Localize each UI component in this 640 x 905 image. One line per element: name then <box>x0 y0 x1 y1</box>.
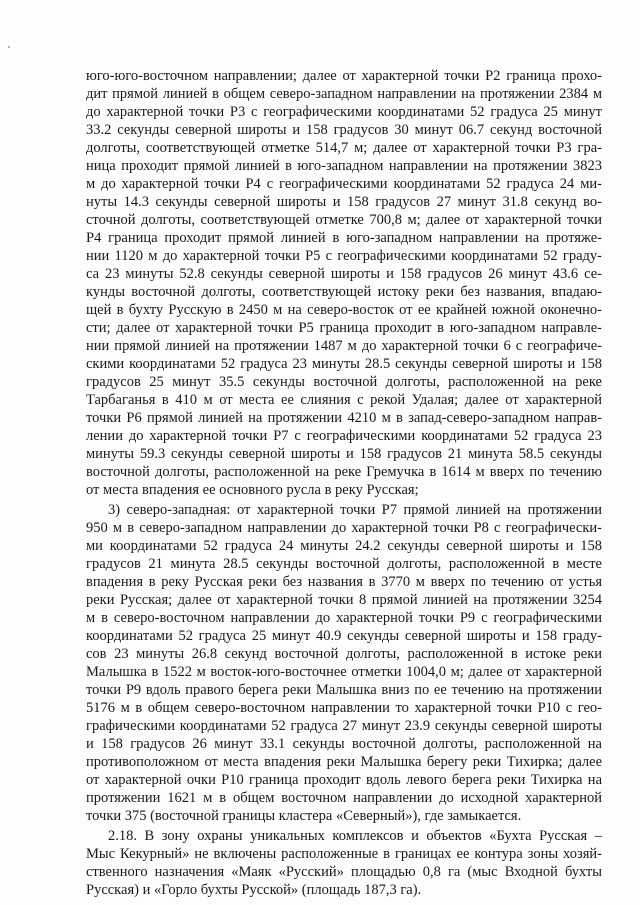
text-line: 950 м в северо-западном направлении до характерной точки Р8 с географически- <box>86 520 602 536</box>
text-line: градусов 25 минут 35.5 секунды восточной долготы, расположенной на реке <box>86 374 602 390</box>
text-line: лении до характерной точки Р7 с географическими координатами 52 градуса 23 <box>86 428 602 444</box>
text-line: до характерной точки Р3 с географическими координатами 52 градуса 25 минут <box>86 104 602 120</box>
text-line: точки 375 (восточной границы кластера «Северный»), где замыкается. <box>86 808 522 824</box>
text-line: Тарбаганья в 410 м от места ее слияния с рекой Удалая; далее от характерной <box>86 392 602 408</box>
text-line: ми координатами 52 градуса 24 минуты 24.2 секунды северной широты и 158 <box>86 538 602 554</box>
text-line: реки Русская; далее от характерной точки 8 прямой линией на протяжении 3254 <box>86 592 602 608</box>
text-line: м в северо-восточном направлении до характерной точки Р9 с географическими <box>86 610 602 626</box>
text-line: точки Р9 вдоль правого берега реки Малышка вниз по ее течению на протяжении <box>86 682 602 698</box>
text-line: са 23 минуты 52.8 секунды северной широты и 158 градусов 26 минут 43.6 се- <box>86 266 602 282</box>
text-line: скими координатами 52 градуса 23 минуты 28.5 секунды северной широты и 158 <box>86 356 602 372</box>
text-line: координатами 52 градуса 25 минут 40.9 секунды северной широты и 158 граду- <box>86 628 602 644</box>
text-line: минуты 59.3 секунды северной широты и 158 градусов 21 минута 58.5 секунды <box>86 446 602 462</box>
text-line: 2.18. В зону охраны уникальных комплексов и объектов «Бухта Русская – <box>108 828 602 844</box>
text-line: Мыс Кекурный» не включены расположенные в границах ее контура зоны хозяй- <box>86 846 602 862</box>
text-line: нии прямой линией на протяжении 1487 м до характерной точки 6 с географиче- <box>86 338 602 354</box>
text-line: градусов 21 минута 28.5 секунды восточной долготы, расположенной в месте <box>86 556 602 572</box>
scan-speck <box>8 46 10 48</box>
text-line: м до характерной точки Р4 с географическими координатами 52 градуса 24 ми- <box>86 176 602 192</box>
text-line: сточной долготы, соответствующей отметке 700,8 м; далее от характерной точки <box>86 212 602 228</box>
text-line: от характерной очки Р10 граница проходит вдоль левого берега реки Тихирка на <box>86 772 602 788</box>
text-line: протяжении 1621 м в общем восточном направлении до исходной характерной <box>86 790 602 806</box>
text-line: ница проходит прямой линией в юго-западном направлении на протяжении 3823 <box>86 158 602 174</box>
text-line: графическими координатами 52 градуса 27 минут 23.9 секунды северной широты <box>86 718 602 734</box>
text-line: долготы, соответствующей отметке 514,7 м; далее от характерной точки Р3 гра- <box>86 140 602 156</box>
text-line: Русская) и «Горло бухты Русской» (площадь 187,3 га). <box>86 882 422 898</box>
text-line: точки Р6 прямой линией на протяжении 4210 м в запад-северо-западном направ- <box>86 410 602 426</box>
text-line: нуты 14.3 секунды северной широты и 158 градусов 27 минут 31.8 секунд во- <box>86 194 602 210</box>
text-line: ственного назначения «Маяк «Русский» площадью 0,8 га (мыс Входной бухты <box>86 864 602 880</box>
text-line: и 158 градусов 26 минут 33.1 секунды восточной долготы, расположенной на <box>86 736 602 752</box>
text-line: сти; далее от характерной точки Р5 граница проходит в юго-западном направле- <box>86 320 602 336</box>
text-line: кунды восточной долготы, соответствующей истоку реки без названия, впадаю- <box>86 284 602 300</box>
text-line: щей в бухту Русскую в 2450 м на северо-восток от ее крайней южной оконечно- <box>86 302 602 318</box>
text-line: Малышка в 1522 м восток-юго-восточнее отметки 1004,0 м; далее от характерной <box>86 664 602 680</box>
text-line: юго-юго-восточном направлении; далее от характерной точки Р2 граница прохо- <box>86 68 602 84</box>
text-line: от места впадения ее основного русла в реку Русская; <box>86 482 419 498</box>
text-line: противоположном от места впадения реки Малышка берегу реки Тихирка; далее <box>86 754 602 770</box>
text-line: Р4 граница проходит прямой линией в юго-западном направлении на протяже- <box>86 230 602 246</box>
text-line: 33.2 секунды северной широты и 158 градусов 30 минут 06.7 секунд восточной <box>86 122 602 138</box>
text-line: нии 1120 м до характерной точки Р5 с географическими координатами 52 граду- <box>86 248 602 264</box>
text-line: восточной долготы, расположенной на реке Гремучка в 1614 м вверх по течению <box>86 464 602 480</box>
text-line: сов 23 минуты 26.8 секунд восточной долготы, расположенной в истоке реки <box>86 646 602 662</box>
text-line: 5176 м в общем северо-восточном направлении то характерной точки Р10 с гео- <box>86 700 602 716</box>
text-line: 3) северо-западная: от характерной точки Р7 прямой линией на протяжении <box>108 502 602 518</box>
text-line: дит прямой линией в общем северо-западном направлении на протяжении 2384 м <box>86 86 602 102</box>
text-line: впадения в реку Русская реки без названия в 3770 м вверх по течению от устья <box>86 574 602 590</box>
